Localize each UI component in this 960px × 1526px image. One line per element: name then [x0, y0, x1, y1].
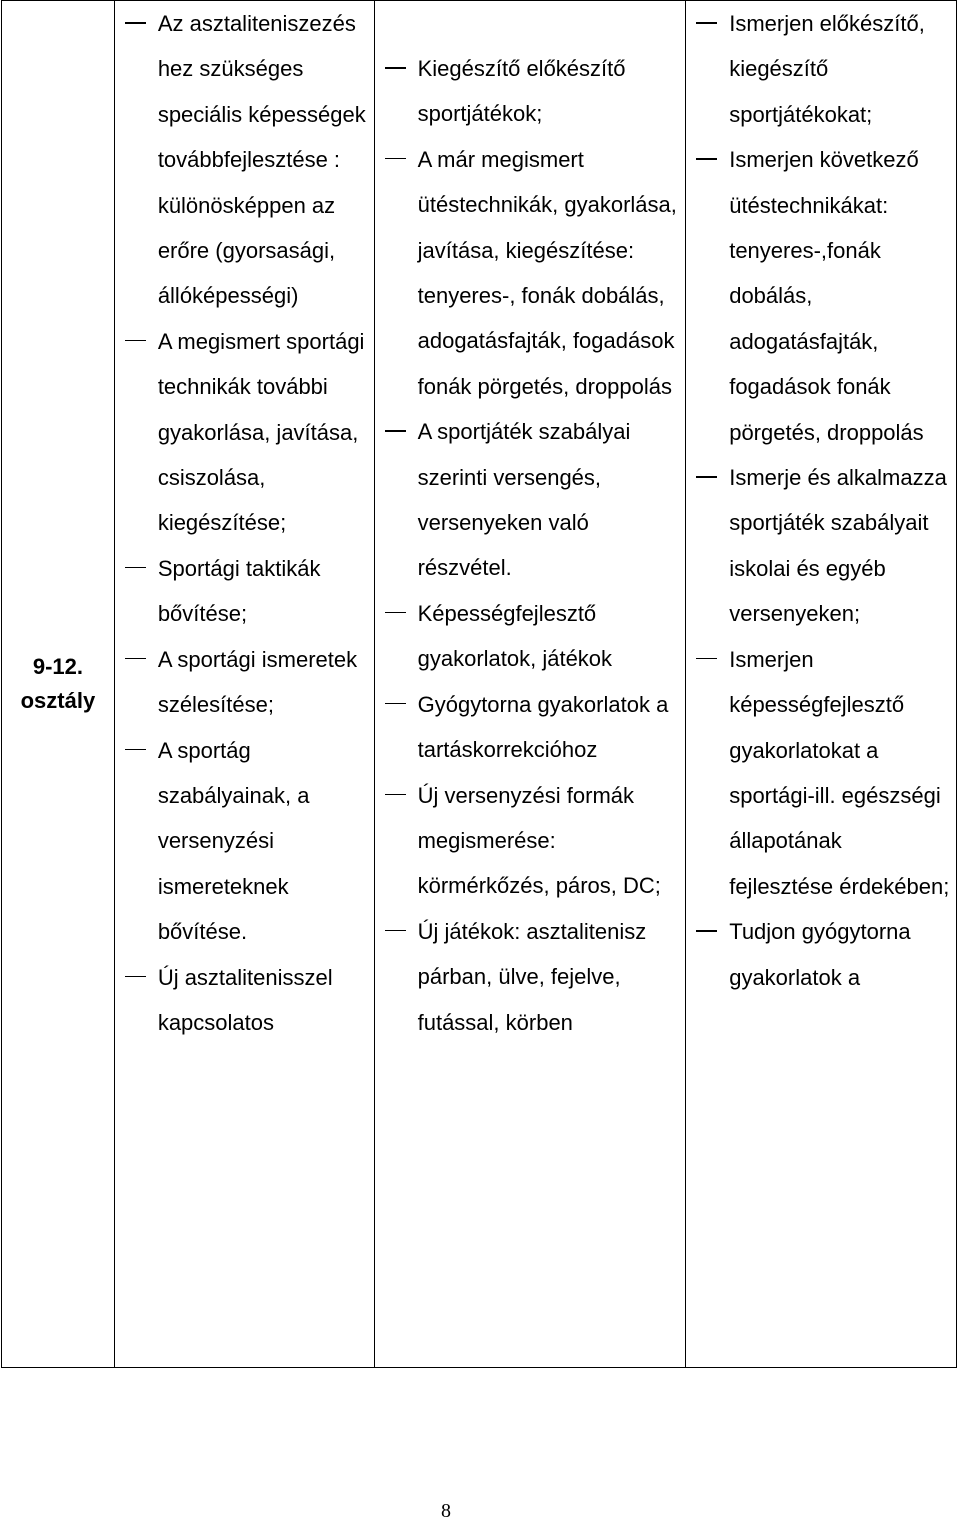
dash-bullet-icon — [696, 158, 717, 160]
dash-bullet-icon — [385, 612, 406, 614]
page-number: 8 — [441, 1500, 451, 1522]
list-item: Új játékok: asztalitenisz párban, ülve, fejelve, futással, körben — [375, 909, 686, 1045]
dash-bullet-icon — [125, 22, 146, 24]
grade-label-suffix: osztály — [20, 688, 96, 713]
curriculum-table — [1, 0, 957, 1368]
list-item: Új versenyzési formák megismerése: körmérkőzés, páros, DC; — [375, 773, 686, 909]
list-item: Képességfejlesztő gyakorlatok, játékok — [375, 591, 686, 682]
dash-bullet-icon — [385, 703, 406, 705]
list-item: Ismerjen következő ütéstechnikákat: tenyeres-,fonák dobálás, adogatásfajták, fogadások fonák pörgetés, droppolás — [686, 137, 956, 455]
dash-bullet-icon — [125, 658, 146, 660]
requirements-cell — [686, 1, 957, 1368]
content-list — [375, 1, 686, 1045]
list-item: A sportág szabályainak, a versenyzési ismereteknek bővítése. — [115, 728, 374, 955]
list-item: Ismerje és alkalmazza sportjáték szabályait iskolai és egyéb versenyeken; — [686, 455, 956, 637]
list-item: A sportági ismeretek szélesítése; — [115, 637, 374, 728]
list-item: Új asztalitenisszel kapcsolatos — [115, 955, 374, 1046]
dash-bullet-icon — [385, 158, 406, 160]
dash-bullet-icon — [125, 567, 146, 569]
grade-label: 9-12. — [32, 654, 83, 679]
content-cell — [374, 1, 686, 1368]
list-item: Az asztaliteniszezés hez szükséges speciális képességek továbbfejlesztése : különösképpen az erőre (gyorsasági, állóképességi) — [115, 1, 374, 319]
grade-cell — [2, 1, 115, 1368]
dash-bullet-icon — [696, 22, 717, 24]
list-item: A sportjáték szabályai szerinti versengés, versenyeken való részvétel. — [375, 409, 686, 591]
dash-bullet-icon — [385, 430, 406, 432]
list-item: Ismerjen előkészítő, kiegészítő sportjátékokat; — [686, 1, 956, 137]
skills-cell — [114, 1, 374, 1368]
skills-list — [115, 1, 374, 1045]
list-item: Tudjon gyógytorna gyakorlatok a — [686, 909, 956, 1000]
list-item: A megismert sportági technikák további gyakorlása, javítása, csiszolása, kiegészítése; — [115, 319, 374, 546]
dash-bullet-icon — [696, 930, 717, 932]
dash-bullet-icon — [125, 749, 146, 751]
list-item: Kiegészítő előkészítő sportjátékok; — [375, 46, 686, 137]
list-item: Ismerjen képességfejlesztő gyakorlatokat a sportági-ill. egészségi állapotának fejlesztése érdekében; — [686, 637, 956, 909]
table-row — [2, 1, 957, 1368]
list-item: A már megismert ütéstechnikák, gyakorlása, javítása, kiegészítése: tenyeres-, fonák dobálás, adogatásfajták, fogadások fonák pörgetés, droppolás — [375, 137, 686, 409]
list-item: Sportági taktikák bővítése; — [115, 546, 374, 637]
dash-bullet-icon — [696, 658, 717, 660]
dash-bullet-icon — [125, 340, 146, 342]
dash-bullet-icon — [385, 67, 406, 69]
dash-bullet-icon — [696, 476, 717, 478]
dash-bullet-icon — [385, 930, 406, 932]
list-item: Gyógytorna gyakorlatok a tartáskorrekcióhoz — [375, 682, 686, 773]
dash-bullet-icon — [125, 976, 146, 978]
requirements-list — [686, 1, 956, 1000]
dash-bullet-icon — [385, 794, 406, 796]
